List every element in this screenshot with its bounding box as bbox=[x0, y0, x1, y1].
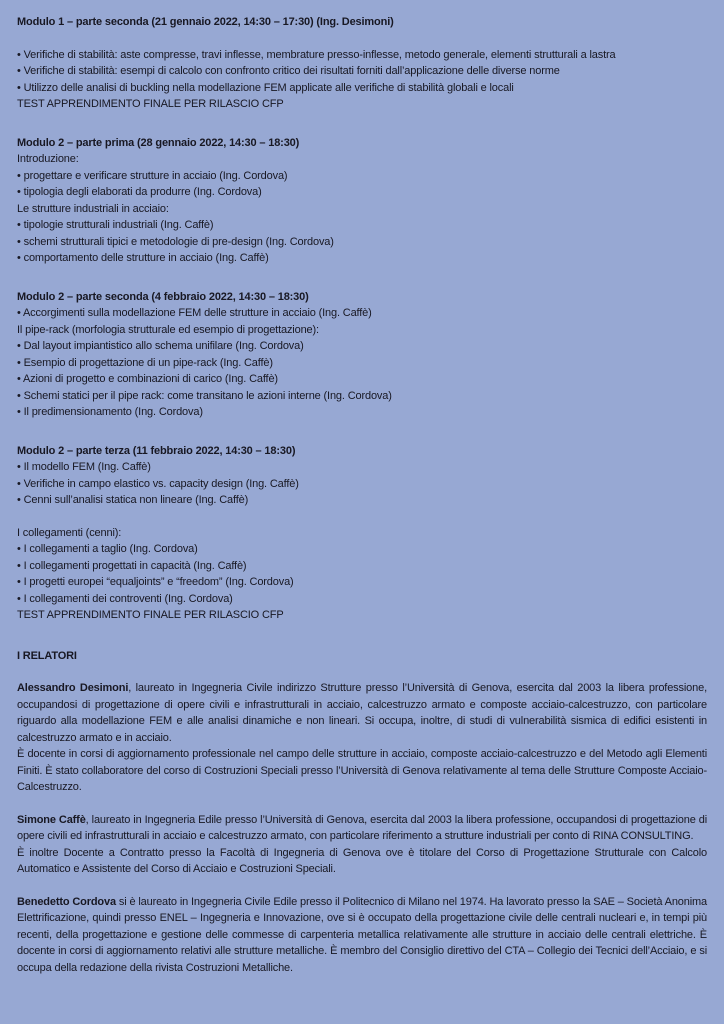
relatori-section bbox=[17, 648, 707, 977]
test-cfp-line: TEST APPRENDIMENTO FINALE PER RILASCIO CFP bbox=[17, 98, 284, 110]
program-line: • Schemi statici per il pipe rack: come transitano le azioni interne (Ing. Cordova) bbox=[17, 389, 392, 402]
program-line: Le strutture industriali in acciaio: bbox=[17, 202, 169, 215]
section-heading: Modulo 2 – parte prima (28 gennaio 2022, 14:30 – 18:30) bbox=[17, 136, 300, 149]
section-heading: Modulo 1 – parte seconda (21 gennaio 2022, 14:30 – 17:30) (Ing. Desimoni) bbox=[17, 16, 394, 28]
program-line: Il pipe-rack (morfologia strutturale ed esempio di progettazione): bbox=[17, 323, 319, 336]
bio-name: Alessandro Desimoni bbox=[17, 682, 129, 694]
bio-desimoni bbox=[17, 680, 707, 796]
program-line: I collegamenti (cenni): bbox=[17, 526, 122, 539]
section-heading: Modulo 2 – parte terza (11 febbraio 2022, 14:30 – 18:30) bbox=[17, 444, 296, 457]
program-line: • Verifiche di stabilità: aste compresse, travi inflesse, membrature presso-inflesse, metodo generale, elementi strutturali a lastra bbox=[17, 48, 616, 61]
collegamenti-block bbox=[17, 525, 707, 624]
program-line: • tipologie strutturali industriali (Ing. Caffè) bbox=[17, 219, 214, 231]
program-line: • tipologia degli elaborati da produrre (Ing. Cordova) bbox=[17, 186, 262, 198]
program-line: • progettare e verificare strutture in acciaio (Ing. Cordova) bbox=[17, 169, 288, 182]
program-line: • Cenni sull’analisi statica non lineare (Ing. Caffè) bbox=[17, 494, 249, 506]
program-line: • I collegamenti a taglio (Ing. Cordova) bbox=[17, 543, 198, 555]
program-line: • I progetti europei “equaljoints” e “freedom” (Ing. Cordova) bbox=[17, 576, 294, 588]
bio-paragraph: È inoltre Docente a Contratto presso la Facoltà di Ingegneria di Genova ove è titolare del Corso di Progettazione Strutturale con Calcolo Automatico e Assistente del Corso di Acciaio e Costruzioni Speciali. bbox=[17, 846, 707, 875]
test-cfp-line: TEST APPRENDIMENTO FINALE PER RILASCIO CFP bbox=[17, 609, 284, 621]
program-line: • Esempio di progettazione di un pipe-rack (Ing. Caffè) bbox=[17, 356, 273, 369]
program-line: Introduzione: bbox=[17, 153, 79, 165]
program-line: • Verifiche di stabilità: esempi di calcolo con confronto critico dei risultati forniti dall’applicazione delle diverse norme bbox=[17, 65, 560, 77]
program-line: • schemi strutturali tipici e metodologie di pre-design (Ing. Cordova) bbox=[17, 235, 334, 248]
section-modulo-2-parte-terza bbox=[17, 443, 707, 624]
bio-paragraph: È docente in corsi di aggiornamento professionale nel campo delle strutture in acciaio, composte acciaio-calcestruzzo e del Metodo agli Elementi Finiti. È stato collaboratore del corso di Costruzioni Speciali presso l’Università di Genova relativamente al tema delle Strutture Composte Acciaio-Calcestruzzo. bbox=[17, 748, 707, 793]
bio-caffe bbox=[17, 812, 707, 878]
bio-text: si è laureato in Ingegneria Civile Edile presso il Politecnico di Milano nel 1974. Ha lavorato presso la SAE – Società Anonima Elettrificazione, quindi presso ENEL – Ingegneria e Innovazione, ove si è occupato della progettazione civile delle centrali nucleari e, in tempi più recenti, della progettazione e gestione delle commesse di carpenteria metallica relativamente alle strutture in acciaio delle centrali elettriche. È docente in corsi di aggiornamento relativi alle strutture metalliche. È membro del Consiglio direttivo del CTA – Collegio dei Tecnici dell’Acciaio, e si occupa della redazione della rivista Costruzioni Metalliche. bbox=[17, 895, 708, 974]
relatori-heading: I RELATORI bbox=[17, 649, 77, 662]
bio-text: , laureato in Ingegneria Civile indirizzo Strutture presso l’Università di Genova, esercita dal 2003 la libera professione, occupandosi di progettazione di opere civili e infrastrutturali in acciaio, calcestruzzo armato e composte acciaio-calcestruzzo, con particolare riguardo alla modellazione FEM e alle analisi dinamiche e non lineari. Si occupa, inoltre, di studi di vulnerabilità sismica di edifici esistenti in calcestruzzo armato e in acciaio. bbox=[17, 682, 707, 744]
program-line: • Il predimensionamento (Ing. Cordova) bbox=[17, 406, 203, 418]
section-modulo-2-parte-prima bbox=[17, 135, 707, 267]
bio-text: , laureato in Ingegneria Edile presso l’Università di Genova, esercita dal 2003 la libera professione, occupandosi di progettazione di opere civili ed infrastrutturali in acciaio e calcestruzzo armato, con particolare riferimento a strutture industriali per conto di RINA CONSULTING. bbox=[17, 813, 707, 842]
section-modulo-2-parte-seconda bbox=[17, 289, 707, 421]
program-line: • Dal layout impiantistico allo schema unifilare (Ing. Cordova) bbox=[17, 340, 304, 352]
bio-paragraph bbox=[17, 812, 707, 845]
program-line: • Utilizzo delle analisi di buckling nella modellazione FEM applicate alle verifiche di stabilità globali e locali bbox=[17, 81, 514, 94]
section-modulo-1-parte-seconda bbox=[17, 14, 707, 113]
bio-name: Simone Caffè bbox=[17, 813, 86, 826]
bio-paragraph bbox=[17, 680, 707, 746]
program-line: • Il modello FEM (Ing. Caffè) bbox=[17, 461, 151, 473]
bio-cordova bbox=[17, 894, 707, 977]
program-line: • I collegamenti dei controventi (Ing. Cordova) bbox=[17, 592, 233, 605]
program-line: • Azioni di progetto e combinazioni di carico (Ing. Caffè) bbox=[17, 373, 278, 385]
bio-name: Benedetto Cordova bbox=[17, 895, 116, 908]
program-line: • Verifiche in campo elastico vs. capacity design (Ing. Caffè) bbox=[17, 477, 299, 490]
program-line: • Accorgimenti sulla modellazione FEM delle strutture in acciaio (Ing. Caffè) bbox=[17, 307, 372, 319]
section-heading: Modulo 2 – parte seconda (4 febbraio 2022, 14:30 – 18:30) bbox=[17, 290, 309, 303]
program-line: • I collegamenti progettati in capacità (Ing. Caffè) bbox=[17, 559, 247, 572]
program-line: • comportamento delle strutture in acciaio (Ing. Caffè) bbox=[17, 252, 269, 264]
bio-paragraph bbox=[17, 894, 707, 977]
